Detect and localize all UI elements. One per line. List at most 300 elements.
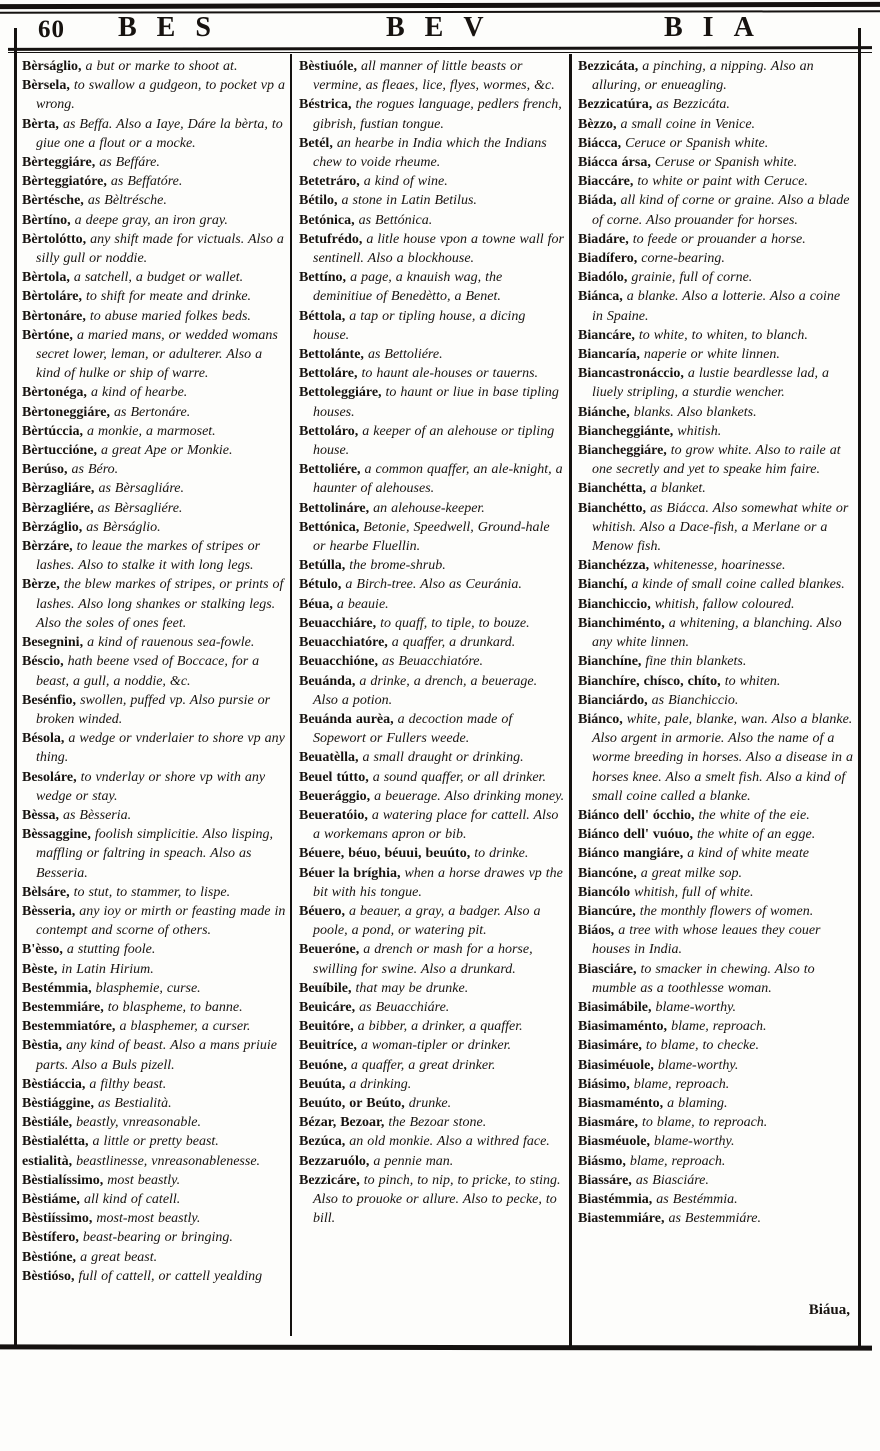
entry-definition: to grow white. Also to raile at one secretly and yet to speake him faire. <box>592 443 841 478</box>
dictionary-entry <box>299 1152 565 1171</box>
entry-headword: Bèrteggiatóre, <box>22 174 107 190</box>
entry-definition: as Beuacchiatóre. <box>377 654 484 670</box>
entry-definition: a bibber, a drinker, a quaffer. <box>353 1019 523 1035</box>
entry-definition: swollen, puffed vp. Also pursie or broken winded. <box>36 692 271 727</box>
entry-definition: whitish, fallow coloured. <box>650 596 795 612</box>
entry-headword: Bianchiccio, <box>578 596 651 612</box>
entry-headword: Biancólo <box>578 884 631 900</box>
entry-definition: full of cattell, or cattell yealding <box>74 1268 263 1284</box>
left-border-rule <box>14 28 17 1348</box>
entry-headword: Bèrságlio, <box>22 59 82 74</box>
entry-definition: a pennie man. <box>369 1153 454 1169</box>
entry-headword: Biácca ársa, <box>578 155 651 171</box>
entry-definition: to swallow a gudgeon, to pocket vp a wrong. <box>36 78 285 113</box>
entry-definition: to blaspheme, to banne. <box>103 999 243 1015</box>
dictionary-entry <box>22 460 286 479</box>
column-2 <box>299 57 565 1228</box>
entry-definition: as Bezzicáta. <box>652 97 730 113</box>
dictionary-entry <box>578 672 854 691</box>
dictionary-entry <box>578 364 854 402</box>
entry-headword: Beuóne, <box>299 1057 347 1073</box>
column-3 <box>578 57 854 1228</box>
entry-headword: Biancúre, <box>578 903 636 919</box>
entry-definition: blame-worthy. <box>649 1134 735 1150</box>
dictionary-entry <box>22 518 286 537</box>
entry-headword: Bèrtonéga, <box>22 385 87 401</box>
dictionary-entry <box>22 1094 286 1113</box>
entry-definition: beast-bearing or bringing. <box>78 1230 233 1246</box>
guide-word-bev: BEV <box>386 12 504 43</box>
entry-definition: a filthy beast. <box>85 1076 167 1092</box>
entry-headword: Bezzicáre, <box>299 1172 360 1188</box>
entry-headword: Biancheggiáre, <box>578 443 667 459</box>
entry-headword: Bèrtésche, <box>22 193 84 209</box>
entry-headword: Bèrzáre, <box>22 539 73 555</box>
entry-definition: hath beene vsed of Boccace, for a beast, a gull, a noddie, &c. <box>36 654 260 689</box>
entry-definition: the white of the eie. <box>694 807 810 823</box>
entry-headword: Biánco dell' ócchio, <box>578 807 695 823</box>
entry-definition: to feede or prouander a horse. <box>628 231 806 247</box>
entry-definition: a drinke, a drench, a beuerage. Also a potion. <box>313 673 538 708</box>
entry-definition: whitish, full of white. <box>630 884 754 900</box>
dictionary-entry <box>299 1171 565 1229</box>
entry-headword: Béscio, <box>22 654 64 670</box>
dictionary-entry <box>578 153 854 172</box>
entry-headword: Beuerággio, <box>299 788 371 804</box>
entry-definition: to shift for meate and drinke. <box>82 289 252 305</box>
entry-definition: drunke. <box>404 1095 452 1111</box>
entry-headword: Beuitóre, <box>299 1019 354 1035</box>
entry-definition: a woman-tipler or drinker. <box>356 1038 511 1054</box>
entry-headword: Biancáre, <box>578 327 635 343</box>
dictionary-entry <box>299 998 565 1017</box>
entry-headword: Bèrteggiáre, <box>22 155 96 171</box>
entry-headword: Biasimábile, <box>578 999 652 1015</box>
dictionary-entry <box>578 57 854 95</box>
dictionary-entry <box>578 95 854 114</box>
dictionary-entry <box>22 979 286 998</box>
entry-definition: a sound quaffer, or all drinker. <box>368 769 546 785</box>
entry-headword: Biasmáre, <box>578 1115 639 1131</box>
entry-headword: Bianchétto, <box>578 500 647 516</box>
dictionary-entry <box>299 172 565 191</box>
dictionary-entry <box>22 499 286 518</box>
entry-headword: Bezzicáta, <box>578 59 639 74</box>
dictionary-entry <box>22 1228 286 1247</box>
entry-definition: a decoction made of Sopewort or Fullers weede. <box>313 711 513 747</box>
entry-headword: Biasciáre, <box>578 961 637 977</box>
entry-definition: as Bèrsagliáre. <box>94 481 184 497</box>
entry-headword: Bèrsela, <box>22 78 70 94</box>
entry-headword: Biásmo, <box>578 1153 626 1169</box>
entry-definition: a kind of hearbe. <box>86 385 188 401</box>
entry-headword: Bèstia, <box>22 1038 63 1054</box>
entry-headword: Biánco dell' vuóuo, <box>578 827 693 843</box>
entry-definition: blame, reproach. <box>625 1153 726 1169</box>
dictionary-entry <box>299 1056 565 1075</box>
dictionary-entry <box>299 134 565 172</box>
entry-definition: a stutting foole. <box>62 942 156 958</box>
dictionary-entry <box>22 1113 286 1132</box>
entry-definition: an alehouse-keeper. <box>369 500 485 516</box>
column-divider-1 <box>290 54 292 1336</box>
dictionary-entry <box>299 1132 565 1151</box>
entry-definition: a great Ape or Monkie. <box>97 443 233 459</box>
dictionary-entry <box>578 1171 854 1190</box>
entry-headword: Bezzicatúra, <box>578 97 653 113</box>
entry-definition: as Bestémmia. <box>652 1191 738 1207</box>
dictionary-entry <box>578 249 854 268</box>
dictionary-entry <box>22 883 286 902</box>
dictionary-entry <box>578 691 854 710</box>
entry-headword: Biassáre, <box>578 1172 632 1188</box>
entry-definition: a maried mans, or wedded womans secret lower, leman, or adulterer. Also a kind of hulke or ship of warre. <box>36 327 278 382</box>
dictionary-entry <box>22 268 286 287</box>
dictionary-entry <box>299 57 565 95</box>
dictionary-entry <box>578 1056 854 1075</box>
entry-definition: all kind of corne or graine. Also a blade of corne. Also prouander for horses. <box>592 193 850 228</box>
entry-definition: to stut, to stammer, to lispe. <box>69 884 231 900</box>
entry-definition: as Beffatóre. <box>106 174 183 190</box>
entry-definition: all manner of little beasts or vermine, as fleaes, lice, flyes, wormes, &c. <box>313 59 555 94</box>
dictionary-entry <box>299 1113 565 1132</box>
entry-headword: Bèstiíssimo, <box>22 1211 93 1227</box>
entry-headword: Bianciárdo, <box>578 692 648 708</box>
dictionary-entry <box>299 95 565 133</box>
dictionary-entry <box>578 1209 854 1228</box>
dictionary-entry <box>22 998 286 1017</box>
entry-definition: as Bèrságlio. <box>82 519 161 535</box>
entry-definition: a Birch-tree. Also as Ceuránia. <box>341 577 522 593</box>
dictionary-entry <box>578 1113 854 1132</box>
entry-headword: Biánco mangiáre, <box>578 846 684 862</box>
entry-headword: Bettolináre, <box>299 500 370 516</box>
entry-headword: Betetráro, <box>299 174 360 190</box>
entry-definition: a lustie beardlesse lad, a liuely stripling, a sturdie wencher. <box>592 366 829 401</box>
entry-headword: Bèrzáglio, <box>22 519 83 535</box>
entry-definition: to whiten. <box>720 673 781 689</box>
entry-definition: blame-worthy. <box>653 1057 739 1073</box>
entry-definition: a kind of white meate <box>683 846 810 862</box>
dictionary-entry <box>22 940 286 959</box>
entry-definition: as Beffáre. <box>95 155 160 171</box>
entry-headword: Béuero, <box>299 903 346 919</box>
entry-headword: Biastémmia, <box>578 1191 653 1207</box>
dictionary-entry <box>299 806 565 844</box>
entry-headword: Bezzaruólo, <box>299 1153 370 1169</box>
dictionary-entry <box>299 422 565 460</box>
entry-headword: Bezúca, <box>299 1134 346 1150</box>
dictionary-entry <box>299 844 565 863</box>
entry-headword: Bétulo, <box>299 577 342 593</box>
entry-definition: to blame, to checke. <box>641 1038 759 1054</box>
entry-headword: Bestemmiáre, <box>22 999 104 1015</box>
entry-definition: as Beffa. Also a Iaye, Dáre la bèrta, to giue one a flout or a mocke. <box>36 116 283 151</box>
dictionary-entry <box>578 614 854 652</box>
entry-definition: as Bettoliére. <box>363 347 443 363</box>
entry-definition: to white, to whiten, to blanch. <box>634 327 808 343</box>
entry-definition: as Bèsseria. <box>58 807 132 823</box>
entry-headword: Beuitríce, <box>299 1038 357 1054</box>
entry-headword: Beuatèlla, <box>299 750 359 766</box>
entry-headword: Biadáre, <box>578 231 629 247</box>
dictionary-entry <box>22 1248 286 1267</box>
dictionary-entry <box>22 575 286 633</box>
dictionary-entry <box>22 1267 286 1286</box>
entry-headword: Biadífero, <box>578 251 638 267</box>
entry-headword: Bèrtola, <box>22 270 70 286</box>
dictionary-entry <box>22 76 286 114</box>
entry-definition: when a horse drawes vp the bit with his tongue. <box>313 865 563 900</box>
column-divider-2 <box>569 54 572 1346</box>
entry-definition: a drench or mash for a horse, swilling for swine. Also a drunkard. <box>313 942 533 977</box>
dictionary-entry <box>299 595 565 614</box>
entry-definition: the Bezoar stone. <box>384 1115 487 1131</box>
entry-definition: a great milke sop. <box>636 865 743 881</box>
dictionary-entry <box>22 191 286 210</box>
dictionary-entry <box>578 575 854 594</box>
dictionary-entry <box>22 537 286 575</box>
entry-headword: Bèrzagliére, <box>22 500 94 516</box>
entry-definition: a tree with whose leaues they couer houses in India. <box>592 923 821 958</box>
entry-headword: Béuer la bríghia, <box>299 865 401 881</box>
dictionary-entry <box>299 499 565 518</box>
entry-definition: an old monkie. Also a withred face. <box>345 1134 550 1150</box>
dictionary-entry <box>22 172 286 191</box>
dictionary-entry <box>22 326 286 384</box>
entry-headword: Betúlla, <box>299 558 346 574</box>
entry-headword: Bèstiáme, <box>22 1191 80 1207</box>
entry-headword: Beuánda, <box>299 673 356 689</box>
entry-definition: any kind of beast. Also a mans priuie parts. Also a Buls pizell. <box>36 1038 277 1073</box>
dictionary-entry <box>578 844 854 863</box>
dictionary-entry <box>22 211 286 230</box>
entry-definition: beastly, vnreasonable. <box>72 1115 201 1131</box>
entry-definition: as Biácca. Also somewhat white or whitish. Also a Dace-fish, a Merlane or a Menow fish. <box>592 500 849 555</box>
entry-headword: Biáos, <box>578 923 615 939</box>
entry-definition: a blanket. <box>646 481 706 497</box>
entry-definition: blasphemie, curse. <box>91 980 201 996</box>
entry-definition: as Bestialità. <box>93 1095 172 1111</box>
entry-headword: Bianchiménto, <box>578 615 665 631</box>
entry-definition: the white of an egge. <box>692 827 816 843</box>
dictionary-entry <box>299 345 565 364</box>
entry-headword: Biánco, <box>578 711 623 727</box>
right-border-rule <box>858 28 861 1348</box>
entry-headword: Bestemmiatóre, <box>22 1019 116 1035</box>
dictionary-entry <box>578 556 854 575</box>
dictionary-entry <box>299 1036 565 1055</box>
entry-headword: Béstrica, <box>299 97 352 113</box>
entry-definition: to leaue the markes of stripes or lashes. Also to stalke it with long legs. <box>36 539 261 574</box>
entry-definition: a kinde of small coine called blankes. <box>627 577 845 593</box>
entry-definition: a satchell, a budget or wallet. <box>69 270 244 286</box>
entry-headword: Bianchíre, chísco, chíto, <box>578 673 721 689</box>
entry-headword: Biancastronáccio, <box>578 366 684 382</box>
entry-headword: Beuacchiáre, <box>299 615 377 631</box>
dictionary-entry <box>299 383 565 421</box>
entry-definition: to haunt or liue in base tipling houses. <box>313 385 559 420</box>
dictionary-entry <box>578 1152 854 1171</box>
entry-headword: Bettoláre, <box>299 366 358 382</box>
entry-definition: Ceruce or Spanish white. <box>621 135 769 151</box>
catchword: Biáua, <box>808 1302 850 1318</box>
entry-definition: beastlinesse, vnreasonablenesse. <box>72 1153 261 1169</box>
entry-headword: Biasméuole, <box>578 1134 650 1150</box>
dictionary-entry <box>578 403 854 422</box>
dictionary-entry <box>578 806 854 825</box>
dictionary-entry <box>299 614 565 633</box>
dictionary-entry <box>22 1190 286 1209</box>
dictionary-entry <box>299 768 565 787</box>
entry-definition: a wedge or vnderlaier to shore vp any thing. <box>36 731 285 766</box>
dictionary-entry <box>299 364 565 383</box>
entry-definition: a beauie. <box>332 596 389 612</box>
entry-definition: foolish simplicitie. Also lisping, maffling or faltring in speach. Also as Besseria. <box>36 827 274 881</box>
entry-headword: Beuel tútto, <box>299 769 369 785</box>
entry-headword: Bettónica, <box>299 519 360 535</box>
entry-definition: to pinch, to nip, to pricke, to sting. Also to prouoke or allure. Also to pecke, to bill. <box>313 1172 561 1227</box>
entry-headword: Bèrze, <box>22 577 60 593</box>
entry-definition: as Bèltrésche. <box>83 193 167 209</box>
entry-headword: Biaccáre, <box>578 174 634 190</box>
entry-definition: a beauer, a gray, a badger. Also a poole, a pond, or watering pit. <box>313 903 541 939</box>
entry-headword: Biácca, <box>578 135 622 151</box>
entry-definition: a pinching, a nipping. Also an alluring, or enueagling. <box>592 59 814 94</box>
entry-definition: as Biasciáre. <box>631 1172 709 1188</box>
entry-definition: as Bestemmiáre. <box>664 1211 761 1227</box>
entry-headword: Bèrta, <box>22 116 59 132</box>
column-1 <box>22 57 286 1286</box>
dictionary-entry <box>22 1132 286 1151</box>
dictionary-entry <box>578 479 854 498</box>
entry-definition: to vnderlay or shore vp with any wedge or stay. <box>36 769 266 804</box>
dictionary-entry <box>22 115 286 153</box>
entry-definition: a small coine in Venice. <box>616 116 756 132</box>
entry-headword: Bettoláro, <box>299 423 359 439</box>
entry-headword: Bèstióso, <box>22 1268 75 1284</box>
entry-headword: Biastemmiáre, <box>578 1211 665 1227</box>
entry-headword: Bettíno, <box>299 270 347 286</box>
entry-definition: to white or paint with Ceruce. <box>633 174 808 190</box>
dictionary-entry <box>578 134 854 153</box>
entry-definition: grainie, full of corne. <box>627 270 753 286</box>
dictionary-entry <box>22 153 286 172</box>
entry-headword: Biancheggiánte, <box>578 423 674 439</box>
dictionary-entry <box>578 345 854 364</box>
dictionary-entry <box>22 1017 286 1036</box>
entry-definition: a great beast. <box>76 1249 158 1265</box>
dictionary-entry <box>22 1075 286 1094</box>
entry-definition: a kind of wine. <box>359 174 448 190</box>
entry-definition: blanks. Also blankets. <box>629 404 757 420</box>
dictionary-entry <box>578 1036 854 1055</box>
entry-definition: as Bettónica. <box>354 212 433 228</box>
entry-definition: Ceruse or Spanish white. <box>650 155 798 171</box>
entry-headword: Biancóne, <box>578 865 637 881</box>
dictionary-entry <box>578 191 854 229</box>
dictionary-entry <box>299 787 565 806</box>
entry-headword: Berúso, <box>22 462 68 478</box>
entry-headword: Bettolánte, <box>299 347 364 363</box>
entry-definition: a monkie, a marmoset. <box>83 423 216 439</box>
dictionary-entry <box>22 307 286 326</box>
dictionary-entry <box>578 115 854 134</box>
entry-definition: a quaffer, a great drinker. <box>346 1057 496 1073</box>
dictionary-entry <box>22 422 286 441</box>
entry-headword: Bianchíne, <box>578 654 642 670</box>
dictionary-entry <box>299 518 565 556</box>
entry-headword: Béttola, <box>299 308 346 324</box>
entry-definition: all kind of catell. <box>79 1191 181 1207</box>
entry-headword: Besénfio, <box>22 692 77 708</box>
dictionary-entry <box>22 403 286 422</box>
entry-definition: the rogues language, pedlers french, gibrish, fustian tongue. <box>313 97 562 132</box>
dictionary-entry <box>578 652 854 671</box>
entry-headword: Bèrtoneggiáre, <box>22 404 110 420</box>
bottom-border-rule <box>0 1344 872 1350</box>
entry-definition: most-most beastly. <box>92 1211 201 1227</box>
dictionary-entry <box>299 748 565 767</box>
dictionary-entry <box>22 652 286 690</box>
entry-headword: Bèstiáccia, <box>22 1076 86 1092</box>
entry-headword: Bèrzagliáre, <box>22 481 95 497</box>
entry-headword: Betél, <box>299 135 333 151</box>
dictionary-entry <box>22 960 286 979</box>
entry-headword: Biánca, <box>578 289 623 305</box>
dictionary-entry <box>22 479 286 498</box>
entry-definition: to haunt ale-houses or tauerns. <box>357 366 539 382</box>
entry-definition: a common quaffer, an ale-knight, a haunter of alehouses. <box>313 462 563 497</box>
entry-definition: corne-bearing. <box>637 251 725 267</box>
top-border-rule <box>0 2 880 9</box>
entry-headword: Biasimaménto, <box>578 1019 668 1035</box>
entry-definition: the monthly flowers of women. <box>635 903 814 919</box>
guide-word-bia: BIA <box>664 12 774 43</box>
entry-headword: Béua, <box>299 596 333 612</box>
entry-definition: whitish. <box>673 423 722 439</box>
entry-definition: a watering place for cattell. Also a workemans apron or bib. <box>313 807 559 843</box>
dictionary-entry <box>578 441 854 479</box>
dictionary-entry <box>299 902 565 940</box>
entry-definition: white, pale, blanke, wan. Also a blanke. Also argent in armorie. Also the name of a worme breeding in horses. Also a disease in a horses knee. Also a smelt fish. Also a kind of small coine called a blanke. <box>592 711 854 804</box>
dictionary-entry <box>299 268 565 306</box>
entry-definition: an hearbe in India which the Indians chew to voide rheume. <box>313 135 547 171</box>
dictionary-entry <box>578 1075 854 1094</box>
dictionary-entry <box>22 1209 286 1228</box>
dictionary-entry <box>578 1190 854 1209</box>
page-header <box>0 12 880 48</box>
dictionary-entry <box>578 902 854 921</box>
dictionary-entry <box>578 230 854 249</box>
entry-definition: a litle house vpon a towne wall for sentinell. Also a blockhouse. <box>313 231 564 267</box>
entry-headword: Biasiméuole, <box>578 1057 654 1073</box>
entry-definition: as Bèrsagliére. <box>93 500 183 516</box>
entry-headword: Bestémmia, <box>22 980 92 996</box>
entry-headword: Beuánda aurèa, <box>299 711 394 727</box>
entry-definition: Betonie, Speedwell, Ground-hale or hearbe Fluellin. <box>313 519 550 555</box>
entry-definition: a blaming. <box>663 1095 728 1111</box>
entry-definition: a blasphemer, a curser. <box>115 1019 251 1035</box>
dictionary-entry <box>299 710 565 748</box>
entry-headword: Bèstiále, <box>22 1115 73 1131</box>
dictionary-entry <box>299 633 565 652</box>
entry-definition: a stone in Latin Betilus. <box>337 193 477 209</box>
entry-headword: Biasmaménto, <box>578 1095 664 1111</box>
entry-headword: Besoláre, <box>22 769 77 785</box>
entry-headword: Bèrtúccia, <box>22 423 84 439</box>
dictionary-entry <box>578 172 854 191</box>
